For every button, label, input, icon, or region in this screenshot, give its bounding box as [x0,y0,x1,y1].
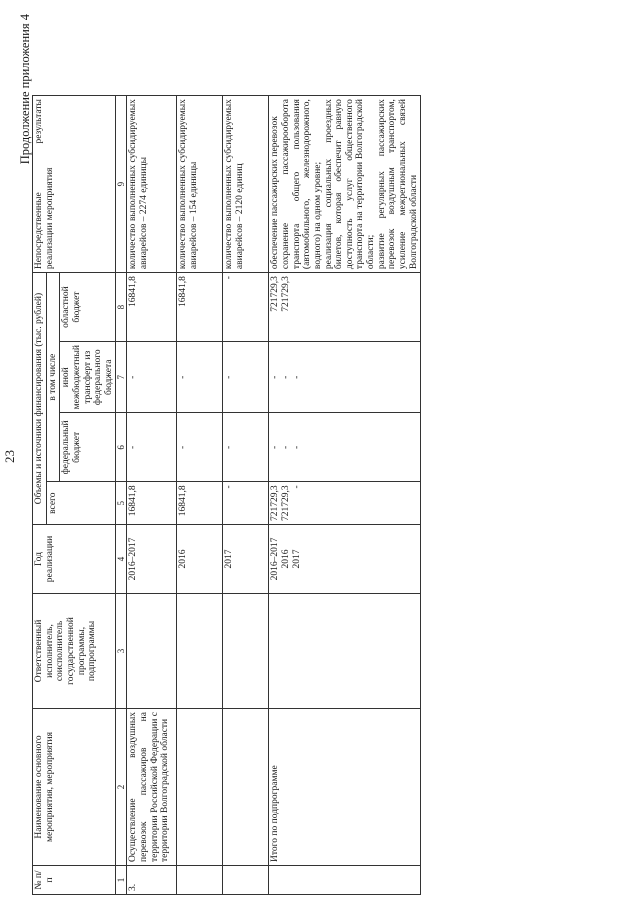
total-regional-value: 721729,3 [270,276,281,312]
col-number: 2 [116,709,127,866]
row-responsible [223,594,269,709]
total-result: обеспечение пассажирских перевозок [270,116,281,270]
program-table [32,95,421,895]
row-name [223,709,269,866]
col-number: 1 [116,866,127,895]
total-value: 721729,3 [281,485,292,521]
row-total: 16841,8 [177,482,223,525]
continuation-title: Продолжение приложения 4 [18,14,32,165]
total-year: 2016 [281,549,292,569]
total-value: 721729,3 [270,485,281,521]
row-result: количество выполненных субсидируемых авиарейсов – 2120 единиц [223,96,269,273]
row-result: количество выполненных субсидируемых авиарейсов – 154 единицы [177,96,223,273]
total-totals [269,482,421,525]
header-year: Год реализации [33,525,116,594]
row-total: - [223,482,269,525]
row-federal: - [177,413,223,482]
total-value: - [291,485,302,489]
row-federal: - [223,413,269,482]
total-transfer-value: - [291,375,302,379]
total-transfer-value: - [281,375,292,379]
row-year: 2016–2017 [127,525,177,594]
col-number: 4 [116,525,127,594]
row-transfer: - [177,342,223,413]
total-responsible [269,594,421,709]
header-including: в том числе [46,273,60,482]
row-transfer: - [223,342,269,413]
col-number: 8 [116,273,127,342]
total-label: Итого по подпрограмме [269,709,421,866]
total-transfer [269,342,421,413]
row-regional: - [223,273,269,342]
row-year: 2016 [177,525,223,594]
total-year: 2016–2017 [270,537,281,581]
row-no [223,866,269,895]
row-name: Осуществление воздушных перевозок пассажиров на территории Российской Федерации с территории Волгоградской области [127,709,177,866]
total-result: развитие регулярных пассажирских перевозок воздушным транспортом, усиление межрегиональных связей Волгоградской области [376,99,419,270]
total-years [269,525,421,594]
col-number: 6 [116,413,127,482]
total-regional [269,273,421,342]
row-federal: - [127,413,177,482]
row-regional: 16841,8 [127,273,177,342]
row-year: 2017 [223,525,269,594]
total-federal-value: - [291,445,302,449]
total-year: 2017 [291,549,302,569]
total-federal-value: - [281,445,292,449]
header-total: всего [46,482,116,525]
total-result: сохранение пассажирооборота транспорта общего пользования (автомобильного, железнодорожного, водного) на одном уровне; [281,99,323,270]
row-responsible [127,594,177,709]
header-responsible: Ответственный исполнитель, соисполнитель государственной программы, подпрограммы [33,594,116,709]
row-responsible [177,594,223,709]
total-federal [269,413,421,482]
row-no: 3. [127,866,177,895]
total-transfer-value: - [270,375,281,379]
header-funding: Объемы и источники финансирования (тыс. рублей) [33,273,47,525]
page-number: 23 [2,450,17,463]
table-row [223,96,269,895]
total-no [269,866,421,895]
total-federal-value: - [270,445,281,449]
header-regional: областной бюджет [60,273,116,342]
row-name [177,709,223,866]
total-results [269,96,421,273]
header-federal: федеральный бюджет [60,413,116,482]
table-row [127,96,177,895]
header-transfer: иной межбюджетный трансферт из федерального бюджета [60,342,116,413]
total-row [269,96,421,895]
row-no [177,866,223,895]
header-no: № п/п [33,866,116,895]
total-result: реализация социальных проездных билетов, которая обеспечит равную доступность услуг общественного транспорта на территории Волгоградской области; [323,99,377,270]
row-total: 16841,8 [127,482,177,525]
row-transfer: - [127,342,177,413]
header-name: Наименование основного мероприятия, мероприятия [33,709,116,866]
col-number: 9 [116,96,127,273]
total-regional-value: 721729,3 [281,276,292,312]
header-results: Непосредственные результаты реализации мероприятия [33,96,116,273]
row-regional: 16841,8 [177,273,223,342]
col-number: 7 [116,342,127,413]
col-number: 5 [116,482,127,525]
table-row [177,96,223,895]
row-result: количество выполненных субсидируемых авиарейсов – 2274 единицы [127,96,177,273]
col-number: 3 [116,594,127,709]
